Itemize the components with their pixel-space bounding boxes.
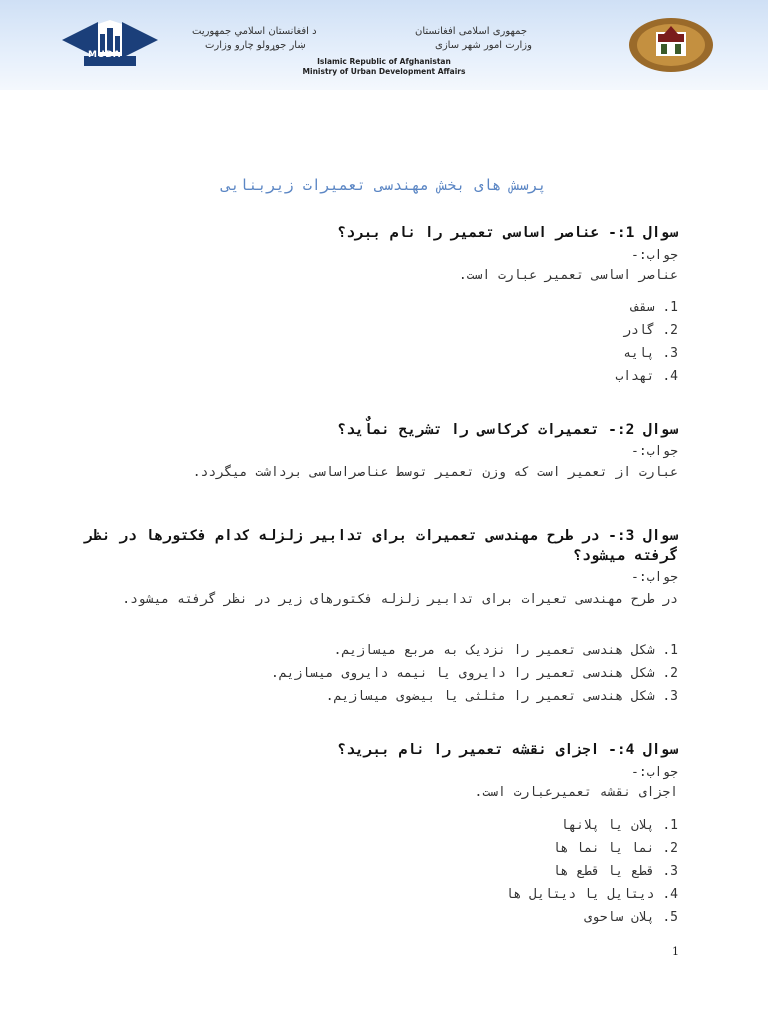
logo-label: MUDA [88, 50, 121, 60]
list-item: 4. دیتایل یا دیتایل ها [505, 887, 678, 902]
header-right-line1: جمهوری اسلامی افغانستان [415, 26, 528, 37]
list-item: 3. شکل هندسی تعمیر را مثلثی یا بیضوی میسازیم. [325, 689, 678, 704]
list-item: 3. قطع یا قطع ها [552, 864, 678, 879]
list-item: 2. گادر [623, 323, 678, 338]
list-item: 1. پلان یا پلانها [560, 818, 678, 833]
question-2: سوال 2:- تعمیرات کرکاسی را تشریح نماٌید؟ [337, 422, 678, 438]
letterhead [0, 0, 768, 90]
question-3: سوال 3:- در طرح مهندسی تعمیرات برای تدابیر زلزله کدام فکتورها در نظر گرفته میشود؟ [84, 528, 678, 564]
answer-1-intro: عناصر اساسی تعمیر عبارت است. [458, 268, 678, 283]
header-en-line2: Ministry of Urban Development Affairs [302, 67, 466, 76]
answer-label-4: جواب:- [631, 765, 678, 780]
answer-2-text: عبارت از تعمیر است که وزن تعمیر توسط عناصراساسی برداشت میگردد. [192, 465, 678, 480]
list-item: 1. شکل هندسی تعمیر را نزدیک به مربع میسازیم. [333, 643, 678, 658]
header-left-line1: د افغانستان اسلامي جمهوریت [192, 26, 317, 37]
page-number: 1 [672, 945, 679, 958]
list-item: 3. پایه [623, 346, 678, 361]
question-1: سوال 1:- عناصر اساسی تعمیر را نام ببرد؟ [337, 225, 678, 241]
header-right-line2: وزارت امور شهر سازی [435, 40, 532, 51]
list-item: 2. نما یا نما ها [552, 841, 678, 856]
answer-label-2: جواب:- [631, 444, 678, 459]
document-title: پرسش های بخش مهندسی تعمیرات زیربنایی [221, 176, 547, 194]
answer-label-3: جواب:- [631, 570, 678, 585]
list-item: 5. پلان ساحوی [584, 910, 678, 925]
list-item: 4. تهداب [615, 369, 678, 384]
list-item: 1. سقف [631, 300, 678, 315]
answer-label-1: جواب:- [631, 248, 678, 263]
question-4: سوال 4:- اجزای نقشه تعمیر را نام ببرید؟ [337, 742, 678, 758]
afghanistan-emblem-icon [626, 16, 716, 74]
header-en-line1: Islamic Republic of Afghanistan [317, 57, 451, 66]
answer-3-text: در طرح مهندسی تعیرات برای تدابیر زلزله فکتورهای زیر در نظر گرفته میشود. [122, 592, 678, 607]
header-left-line2: ښار جوړولو چارو وزارت [205, 40, 306, 51]
list-item: 2. شکل هندسی تعمیر را دایروی یا نیمه دایروی میسازیم. [271, 666, 678, 681]
answer-4-intro: اجزای نقشه تعمیرعبارت است. [474, 785, 678, 800]
